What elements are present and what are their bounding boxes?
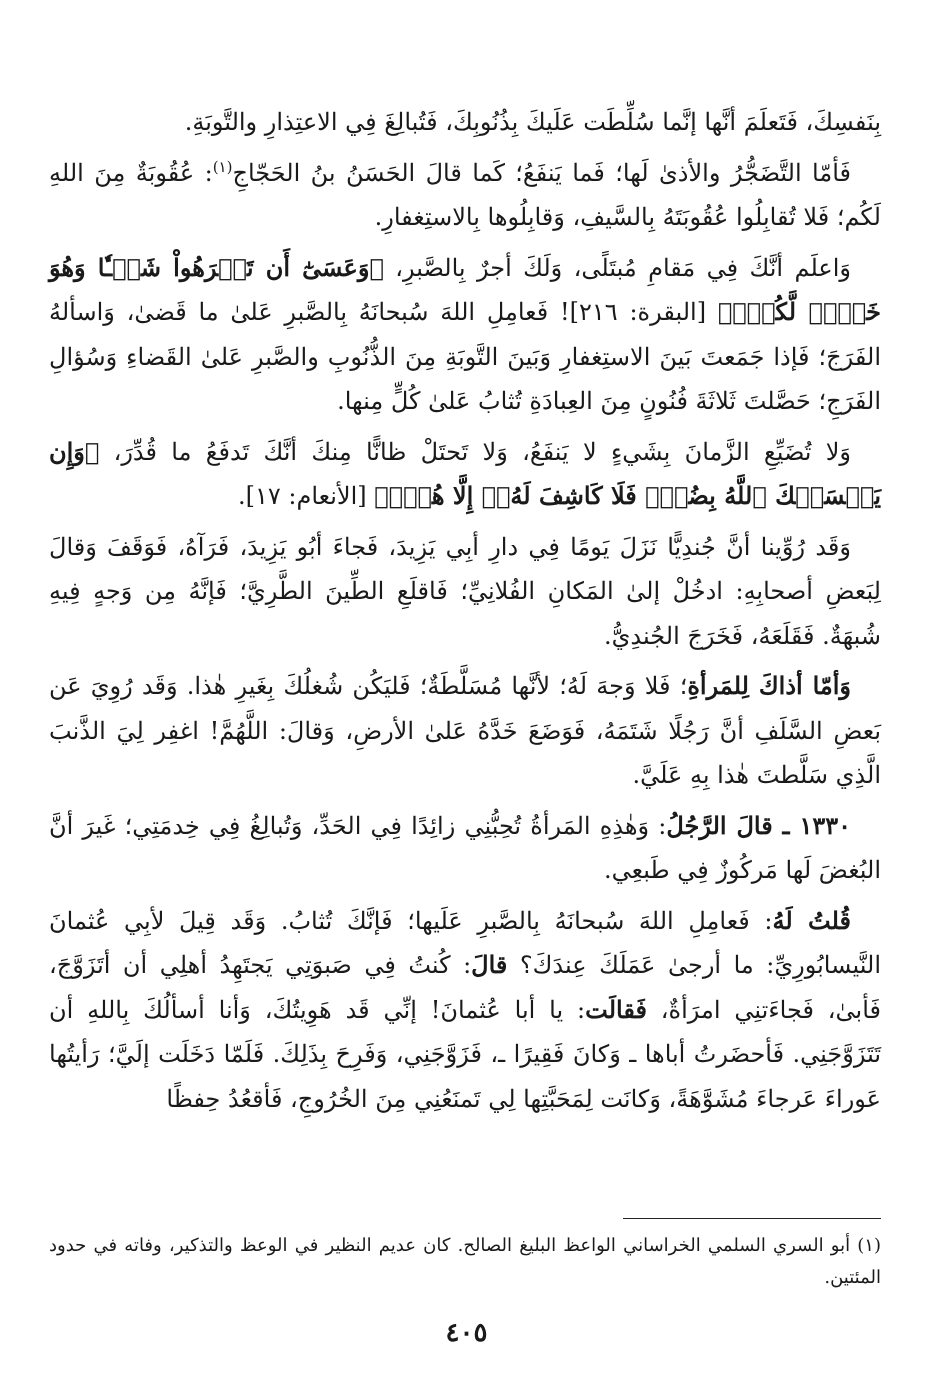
paragraph-7-lead: ١٣٣٠ ـ قالَ الرَّجُلُ: [666, 810, 851, 840]
footnote-marker: (١): [212, 157, 233, 176]
paragraph-4-text-a: وَلا تُضَيِّعِ الزَّمانَ بِشَيءٍ لا يَنفَعُ، وَلا تَحتَلْ ظانًّا مِنكَ أنَّكَ تَدفَعُ ما قُدِّرَ،: [99, 437, 851, 466]
paragraph-1-text: بِنَفسِكَ، فَتَعلَمَ أنَّها إنَّما سُلِّطَت عَلَيكَ بِذُنُوبِكَ، فَتُبالِغَ فِي الاعتِذارِ والتَّوبَةِ.: [184, 108, 881, 136]
paragraph-8-text-a: : فَعامِلِ اللهَ سُبحانَهُ بِالصَّبرِ عَلَيها؛ فَإنَّكَ تُثابُ. وَقَد قِيلَ لأبِي عُثمانَ النَّيسابُورِيِّ: ما أرجىٰ عَمَلَكَ عِندَكَ؟: [49, 906, 881, 979]
paragraph-6-text: ؛ فَلا وَجهَ لَهُ؛ لأنَّها مُسَلَّطَةٌ؛ فَليَكُن شُغلُكَ بِغَيرِ هٰذا. وَقَد رُوِيَ عَن بَعضِ السَّلَفِ أنَّ رَجُلًا شَتَمَهُ، فَوَضَعَ خَدَّهُ عَلىٰ الأرضِ، وَقالَ: اللَّهُمَّ! اغفِر لِيَ الذَّنبَ الَّذِي سَلَّطتَ هٰذا بِهِ عَلَيَّ.: [49, 672, 881, 789]
paragraph-3-text-b: [البقرة: ٢١٦]! فَعامِلِ اللهَ سُبحانَهُ بِالصَّبرِ عَلىٰ ما قَضىٰ، وَاسألهُ الفَرَجَ؛ فَإذا جَمَعتَ بَينَ الاستِغفارِ وَبَينَ التَّوبَةِ مِنَ الذُّنُوبِ والصَّبرِ عَلىٰ القَضاءِ وَسُؤالِ الفَرَجِ؛ حَصَّلتَ ثَلاثَةَ فُنُونٍ مِنَ العِبادَةِ تُثابُ عَلىٰ كُلٍّ مِنها.: [49, 298, 881, 415]
paragraph-8-text-b: : كُنتُ فِي صَبوَتِي يَجتَهِدُ أهلِي أن أتَزَوَّجَ، فَأبىٰ، فَجاءَتنِي امرَأةٌ،: [49, 951, 882, 1024]
footnote-text: (١) أبو السري السلمي الخراساني الواعظ البليغ الصالح. كان عديم النظير في الوعظ والتذكير، وفاته في حدود المئتين.: [49, 1235, 881, 1288]
paragraph-8: [49, 899, 881, 1122]
quran-verse-baqarah: ﴿وَعَسَىٰٓ أَن تَكۡرَهُواْ شَيۡـٔٗا وَهُوَ خَيۡرٞ لَّكُمۡۖ﴾: [49, 252, 881, 326]
paragraph-3: [49, 246, 881, 424]
paragraph-5-text: وَقَد رُوِّينا أنَّ جُندِيًّا نَزَلَ يَومًا فِي دارِ أبِي يَزِيدَ، فَجاءَ أبُو يَزِيدَ، فَرَآهُ، فَوَقَفَ وَقالَ لِبَعضِ أصحابِهِ: ادخُلْ إلىٰ المَكانِ الفُلانِيِّ؛ فَاقلَعِ الطِّينَ الطَّرِيَّ؛ فَإنَّهُ مِن وَجهٍ فِيهِ شُبهَةٌ. فَقَلَعَهُ، فَخَرَجَ الجُندِيُّ.: [49, 532, 881, 650]
paragraph-4-text-b: [الأنعام: ١٧].: [237, 482, 375, 510]
paragraph-2-text-a: فَأمّا التَّضَجُّرُ والأذىٰ لَها؛ فَما يَنفَعُ؛ كَما قالَ الحَسَنُ بنُ الحَجّاجِ: [232, 158, 852, 187]
paragraph-8-lead-3: فَقالَت: [585, 994, 647, 1024]
paragraph-2: [49, 151, 881, 240]
quran-verse-anam: ﴿وَإِن يَمۡسَسۡكَ ٱللَّهُ بِضُرّٖ فَلَا كَاشِفَ لَهُۥٓ إِلَّا هُوَۖ﴾: [49, 436, 881, 510]
page-number: ٤٠٥: [445, 1318, 488, 1348]
paragraph-8-text-c: : يا أبا عُثمانَ! إنِّي قَد هَوِيتُكَ، وَأنا أسألُكَ بِاللهِ أن تَتَزَوَّجَنِي. فَأحضَرتُ أباها ـ وَكانَ فَقِيرًا ـ، فَزَوَّجَنِي، وَفَرِحَ بِذَلِكَ. فَلَمّا دَخَلَت إلَيَّ؛ رَأيتُها عَوراءَ عَرجاءَ مُشَوَّهَةً، وَكانَت لِمَحَبَّتِها لِي تَمنَعُنِي مِنَ الخُرُوجِ، فَأقعُدُ حِفظًا: [49, 995, 881, 1113]
paragraph-4: [49, 430, 881, 519]
paragraph-3-text-a: وَاعلَم أنَّكَ فِي مَقامِ مُبتَلًى، وَلَكَ أجرٌ بِالصَّبرِ،: [383, 253, 851, 282]
paragraph-6-lead: وَأمّا أذاكَ لِلمَرأةِ: [687, 671, 851, 700]
main-text: [49, 100, 881, 1121]
footnote: [49, 1230, 881, 1294]
paragraph-8-lead-2: قالَ: [471, 950, 508, 979]
paragraph-5: [49, 525, 881, 659]
paragraph-6: [49, 664, 881, 798]
paragraph-2-text-b: : عُقُوبَةٌ مِنَ اللهِ لَكُم؛ فَلا تُقابِلُوا عُقُوبَتَهُ بِالسَّيفِ، وَقابِلُوها بِالاستِغفارِ.: [49, 158, 881, 231]
paragraph-8-lead: قُلتُ لَهُ: [772, 905, 851, 935]
paragraph-1: [49, 100, 881, 145]
paragraph-7-text: : وَهٰذِهِ المَرأةُ تُحِبُّنِي زائِدًا فِي الحَدِّ، وَتُبالِغُ فِي خِدمَتِي؛ غَيرَ أنَّ البُغضَ لَها مَركُوزٌ فِي طَبعِي.: [49, 811, 881, 884]
paragraph-7: [49, 804, 881, 893]
footnote-divider: [623, 1218, 881, 1219]
